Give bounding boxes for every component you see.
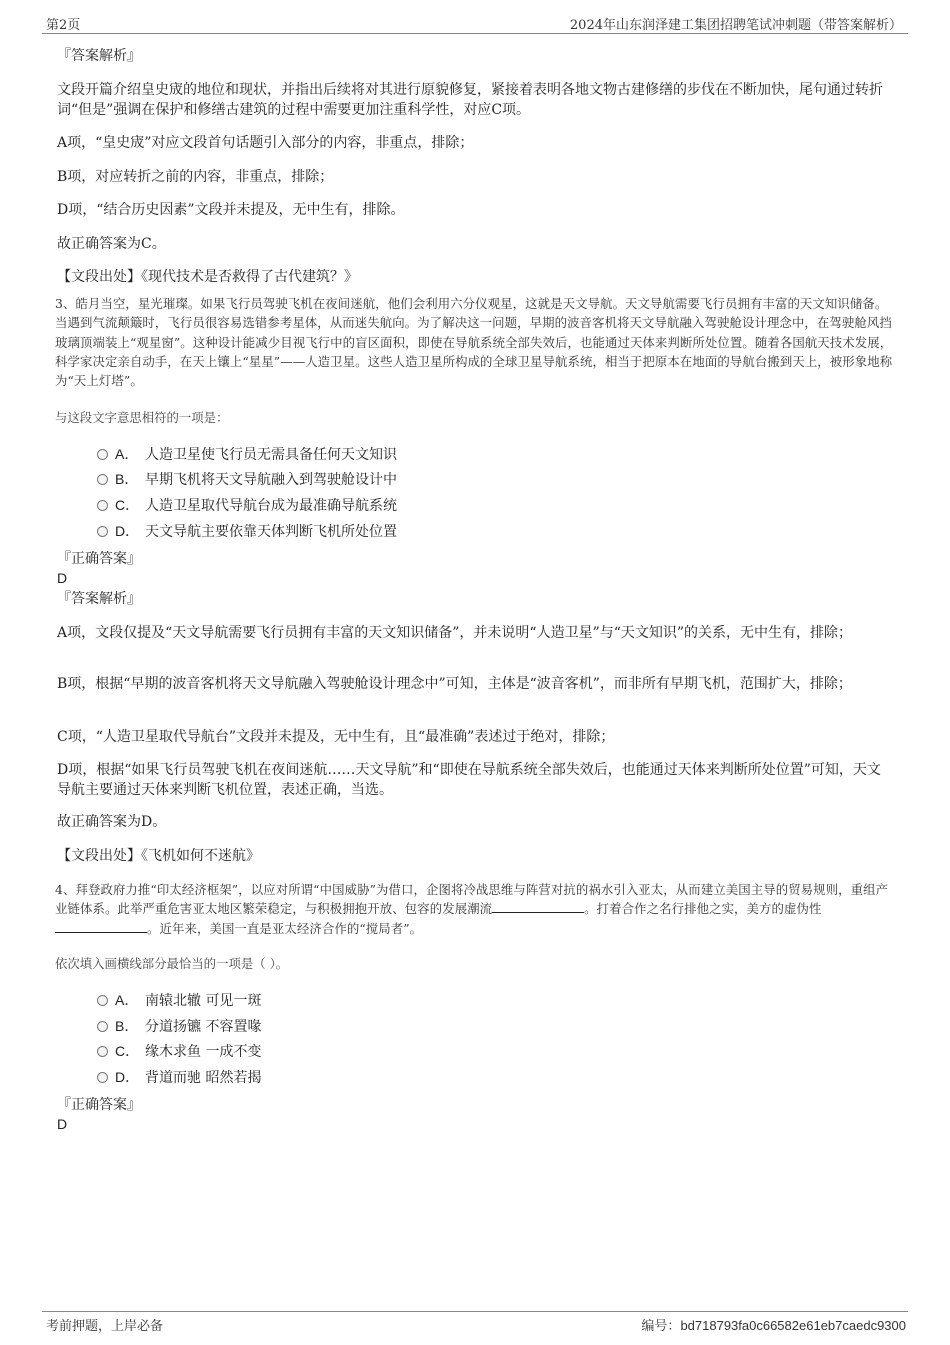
q3-answer: D	[57, 570, 68, 586]
fill-blank-2	[55, 920, 147, 933]
radio-icon[interactable]	[97, 995, 108, 1006]
q2-analysis-label: 『答案解析』	[57, 48, 141, 64]
q3-analysis-a: A项，文段仅提及“天文导航需要飞行员拥有丰富的天文知识储备”，并未说明“人造卫星”与“天文知识”的关系，无中生有，排除；	[57, 625, 853, 641]
q3-analysis-d: D项，根据“如果飞行员驾驶飞机在夜间迷航……天文导航”和“即使在导航系统全部失效后，也能通过天体来判断所处位置”可知，天文导航主要通过天体来判断飞机位置，表述正确，当选。	[57, 762, 881, 798]
fill-blank-1	[492, 900, 584, 913]
q2-conclusion: 故正确答案为C。	[57, 236, 166, 252]
q4-question-text: 4、拜登政府力推“印太经济框架”，以应对所谓“中国威胁”为借口，企图将冷战思维与阵营对抗的祸水引入亚太，从而建立美国主导的贸易规则，重组产业链体系。此举严重危害亚太地区繁荣稳定，与积极拥抱开放、包容的发展潮流 。打着合作之名行排他之实，美方的虚伪性。近年来，美国一直是亚太经济合作的“搅局者”。	[55, 882, 889, 936]
q3-conclusion: 故正确答案为D。	[57, 814, 167, 830]
radio-icon[interactable]	[97, 1072, 108, 1083]
radio-icon[interactable]	[97, 526, 108, 537]
q4-option-c[interactable]: C． 缘木求鱼 一成不变	[97, 1041, 261, 1061]
q3-analysis-c: C项，“人造卫星取代导航台”文段并未提及，无中生有，且“最准确”表述过于绝对，排除；	[57, 729, 615, 745]
q3-analysis-label: 『答案解析』	[57, 591, 141, 607]
q3-option-b[interactable]: B． 早期飞机将天文导航融入到驾驶舱设计中	[97, 469, 397, 489]
q2-analysis-d: D项，“结合历史因素”文段并未提及，无中生有，排除。	[57, 202, 405, 218]
document-title: 2024年山东润泽建工集团招聘笔试冲刺题（带答案解析）	[569, 18, 902, 33]
q3-analysis-b: B项，根据“早期的波音客机将天文导航融入驾驶舱设计理念中”可知，主体是“波音客机”，而非所有早期飞机，范围扩大，排除；	[57, 676, 852, 692]
q3-option-d[interactable]: D． 天文导航主要依靠天体判断飞机所处位置	[97, 521, 397, 541]
radio-icon[interactable]	[97, 449, 108, 460]
page-header	[42, 11, 908, 34]
q4-answer: D	[57, 1116, 68, 1132]
q4-option-b[interactable]: B． 分道扬镳 不容置喙	[97, 1016, 261, 1036]
page-number: 第2页	[46, 18, 81, 33]
q2-analysis-paragraph: 文段开篇介绍皇史宬的地位和现状，并指出后续将对其进行原貌修复，紧接着表明各地文物古建修缮的步伐在不断加快，尾句通过转折词“但是”强调在保护和修缮古建筑的过程中需要更加注重科学性，对应C项。	[57, 82, 883, 118]
document-code: 编号：bd718793fa0c66582e61eb7caedc9300	[641, 1318, 906, 1334]
page-footer	[42, 1311, 908, 1334]
footer-slogan: 考前押题，上岸必备	[46, 1319, 164, 1334]
radio-icon[interactable]	[97, 1021, 108, 1032]
q3-question-text: 3、皓月当空，星光璀璨。如果飞行员驾驶飞机在夜间迷航，他们会利用六分仪观星，这就是天文导航。天文导航需要飞行员拥有丰富的天文知识储备。当遇到气流颠簸时，飞行员很容易选错参考星体，从而迷失航向。为了解决这一问题，早期的波音客机将天文导航融入驾驶舱设计理念中，在驾驶舱风挡玻璃顶端装上“观星窗”。这种设计能减少目视飞行中的盲区面积，即使在导航系统全部失效后，也能通过天体来判断所处位置。随着各国航天技术发展，科学家决定亲自动手，在天上镶上“星星”——人造卫星。这些人造卫星所构成的全球卫星导航系统，相当于把原本在地面的导航台搬到天上，被形象地称为“天上灯塔”。	[55, 296, 893, 389]
q3-option-c[interactable]: C． 人造卫星取代导航台成为最准确导航系统	[97, 495, 397, 515]
q4-option-d[interactable]: D． 背道而驰 昭然若揭	[97, 1067, 261, 1087]
q3-option-a[interactable]: A． 人造卫星使飞行员无需具备任何天文知识	[97, 444, 397, 464]
q4-answer-label: 『正确答案』	[57, 1097, 141, 1113]
radio-icon[interactable]	[97, 1046, 108, 1057]
q2-source: 【文段出处】《现代技术是否救得了古代建筑？》	[57, 269, 358, 285]
q4-option-a[interactable]: A． 南辕北辙 可见一斑	[97, 990, 261, 1010]
q3-answer-label: 『正确答案』	[57, 551, 141, 567]
radio-icon[interactable]	[97, 500, 108, 511]
radio-icon[interactable]	[97, 474, 108, 485]
q3-source: 【文段出处】《飞机如何不迷航》	[57, 848, 260, 864]
q3-prompt: 与这段文字意思相符的一项是：	[55, 410, 229, 425]
q2-analysis-a: A项，“皇史宬”对应文段首句话题引入部分的内容，非重点，排除；	[57, 135, 474, 151]
q4-prompt: 依次填入画横线部分最恰当的一项是（ ）。	[55, 956, 289, 971]
q2-analysis-b: B项，对应转折之前的内容，非重点，排除；	[57, 169, 334, 185]
